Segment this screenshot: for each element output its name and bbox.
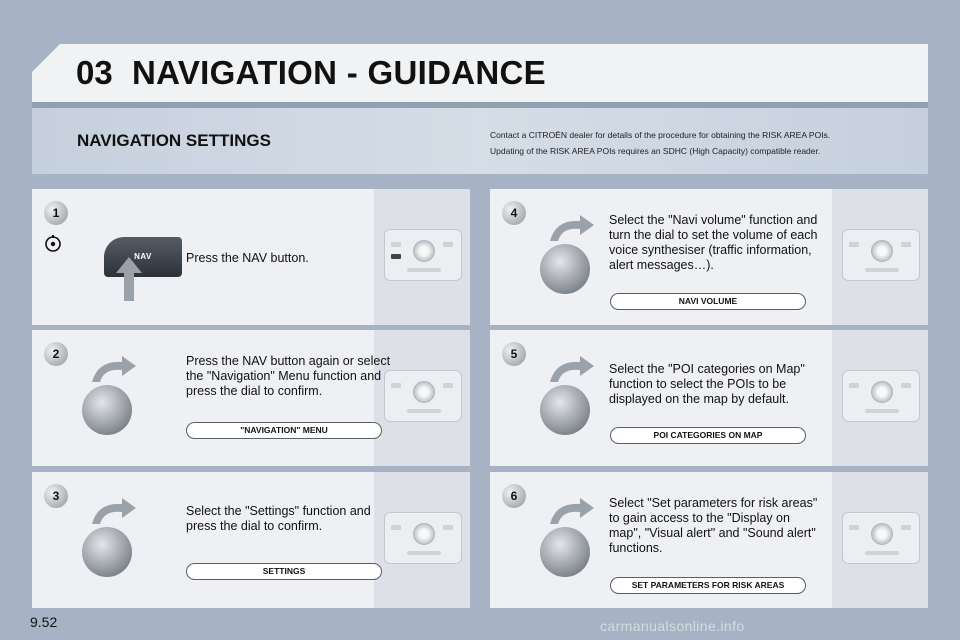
chapter-number: 03 [76,54,113,91]
step-panel-3 [32,472,470,608]
step-panel-5 [490,330,928,466]
rotate-arrow-icon [546,213,596,243]
console-illustration [842,229,920,281]
console-area [374,472,470,608]
step-number-badge: 6 [502,484,526,508]
step-number-badge: 1 [44,201,68,225]
console-key [849,383,859,388]
step-instruction: Select "Set parameters for risk areas" to gain access to the "Display on map", "Visual alert" and "Sound alert" functions. [609,496,818,555]
menu-label: SET PARAMETERS FOR RISK AREAS [610,577,806,594]
page-number: 9.52 [30,614,58,630]
page-title: NAVIGATION - GUIDANCE [132,54,546,91]
dial-icon [871,240,893,262]
step-number-badge: 3 [44,484,68,508]
console-slot [407,409,441,413]
step-instruction: Press the NAV button again or select the "Navigation" Menu function and press the dial to confirm. [186,354,391,398]
console-area [832,472,928,608]
console-key [901,525,911,530]
console-illustration [842,512,920,564]
dial-icon [413,381,435,403]
rotate-arrow-icon [546,496,596,526]
console-key [443,525,453,530]
step-number-badge: 4 [502,201,526,225]
press-arrow-icon [116,257,142,301]
dial-knob-icon [82,385,132,435]
notice-text [490,127,910,159]
dial-knob-icon [540,385,590,435]
step-number-badge: 5 [502,342,526,366]
nav-button-illustration: NAV [104,237,182,277]
menu-label: SETTINGS [186,563,382,580]
console-slot [407,268,441,272]
menu-label: POI CATEGORIES ON MAP [610,427,806,444]
console-key [901,242,911,247]
step-instruction: Select the "Settings" function and press the dial to confirm. [186,504,371,533]
menu-label: "NAVIGATION" MENU [186,422,382,439]
dial-knob-icon [540,527,590,577]
rotate-arrow-icon [88,496,138,526]
console-key [443,242,453,247]
console-key [391,242,401,247]
console-area [832,189,928,325]
rotate-arrow-icon [88,354,138,384]
console-slot [865,409,899,413]
step-instruction: Select the "Navi volume" function and turn the dial to set the volume of each voice synthesiser (traffic information, alert messages…). [609,213,818,272]
section-title: NAVIGATION SETTINGS [77,131,271,150]
console-key [849,525,859,530]
console-slot [407,551,441,555]
dial-icon [413,240,435,262]
step-instruction: Select the "POI categories on Map" function to select the POIs to be displayed on the map by default. [609,362,805,406]
notice-line: Updating of the RISK AREA POIs requires an SDHC (High Capacity) compatible reader. [490,146,821,156]
step-number-badge: 2 [44,342,68,366]
step-instruction: Press the NAV button. [186,251,309,265]
console-key [849,242,859,247]
console-key [443,383,453,388]
rotate-arrow-icon [546,354,596,384]
dial-icon [871,381,893,403]
step-panel-4 [490,189,928,325]
dial-icon [413,523,435,545]
dial-knob-icon [540,244,590,294]
console-slot [865,268,899,272]
watermark: carmanualsonline.info [600,618,745,634]
console-area [832,330,928,466]
step-panel-2 [32,330,470,466]
console-key [901,383,911,388]
dial-knob-icon [82,527,132,577]
notice-line: Contact a CITROËN dealer for details of the procedure for obtaining the RISK AREA POIs. [490,130,831,140]
step-panel-1 [32,189,470,325]
step-panel-6 [490,472,928,608]
dial-icon [871,523,893,545]
console-slot [865,551,899,555]
console-illustration [842,370,920,422]
sd-card-icon [44,235,62,253]
menu-label: NAVI VOLUME [610,293,806,310]
